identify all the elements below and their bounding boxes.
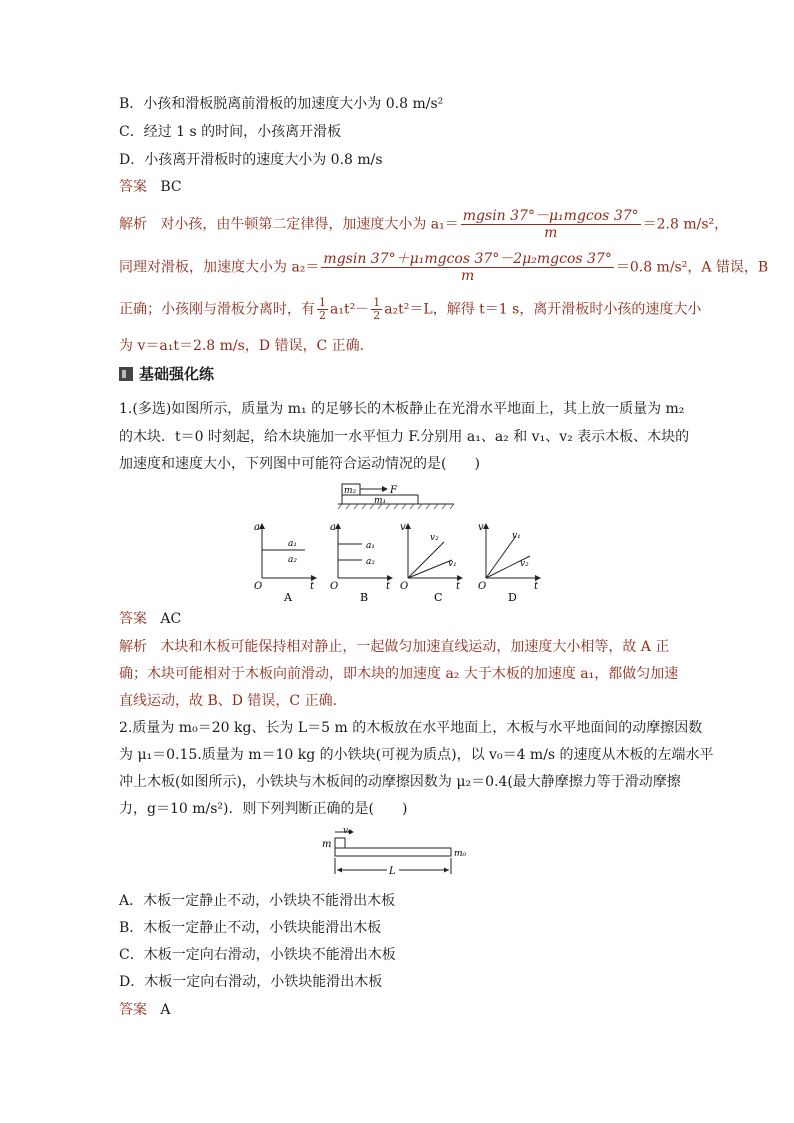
solution-2-line-1 xyxy=(119,638,669,656)
answer-value: BC xyxy=(160,179,182,195)
q2-option-c: C．木板一定向右滑动，小铁块不能滑出木板 xyxy=(119,947,396,963)
answer-label: 答案 xyxy=(119,611,147,627)
label-m1: m₁ xyxy=(374,496,387,506)
q1-graphs xyxy=(250,518,550,603)
ground-hatch xyxy=(338,504,454,509)
answer-label: 答案 xyxy=(119,1002,147,1018)
sol1-l2-post: ＝0.8 m/s²，A 错误，B xyxy=(615,259,769,276)
sol1-l3-post: a₂t²＝L，解得 t＝1 s，离开滑板时小孩的速度大小 xyxy=(384,301,702,318)
sol1-l1-post: ＝2.8 m/s²， xyxy=(642,216,729,233)
solution-1-line-3 xyxy=(119,297,701,322)
y-axis-label: a xyxy=(330,522,336,533)
y-axis-label: v xyxy=(400,522,406,533)
line-label-2: v₂ xyxy=(520,559,529,569)
x-axis-label: t xyxy=(456,581,461,592)
q1-line-3: 加速度和速度大小，下列图中可能符合运动情况的是( ) xyxy=(119,456,480,472)
y-axis-label: v xyxy=(478,522,484,533)
fraction xyxy=(461,208,641,241)
q2-board-figure xyxy=(315,826,480,878)
solution-label: 解析 xyxy=(119,639,147,655)
section-marker-icon xyxy=(119,367,133,381)
solution-label: 解析 xyxy=(119,216,147,233)
frac-numerator: mgsin 37°＋μ₁mgcos 37°－2μ₂mgcos 37° xyxy=(323,251,612,267)
line-label-2: v₁ xyxy=(448,559,457,569)
fraction xyxy=(321,251,613,284)
answer-value: AC xyxy=(160,611,182,627)
option-b: B．小孩和滑板脱离前滑板的加速度大小为 0.8 m/s² xyxy=(119,96,444,112)
y-axis-label: a xyxy=(254,522,260,533)
x-axis-label: t xyxy=(386,581,391,592)
option-c: C．经过 1 s 的时间，小孩离开滑板 xyxy=(119,124,342,140)
fraction-half xyxy=(371,297,382,322)
line-label-1: a₁ xyxy=(366,541,375,551)
q2-option-b: B．木板一定静止不动，小铁块能滑出木板 xyxy=(119,920,382,936)
line-label-2: a₂ xyxy=(288,555,297,565)
answer-label: 答案 xyxy=(119,179,147,195)
q2-line-4: 力，g＝10 m/s²)．则下列判断正确的是( ) xyxy=(119,801,408,817)
section-heading xyxy=(119,363,214,384)
origin-label: O xyxy=(478,581,487,592)
answer-value: A xyxy=(160,1002,171,1018)
label-m: m xyxy=(322,839,332,850)
q2-option-d: D．木板一定向右滑动，小铁块能滑出木板 xyxy=(119,974,383,990)
origin-label: O xyxy=(400,581,409,592)
graph-caption: A xyxy=(284,591,292,603)
q1-line-1: 1.(多选)如图所示，质量为 m₁ 的足够长的木板静止在光滑水平地面上，其上放一质量为 m₂ xyxy=(119,401,685,417)
line-label-1: a₁ xyxy=(288,539,297,549)
sol2-l1: 木块和木板可能保持相对静止，一起做匀加速直线运动，加速度大小相等，故 A 正 xyxy=(160,639,670,655)
graph-d xyxy=(478,522,540,603)
graph-caption: D xyxy=(508,591,517,603)
frac-denominator: m xyxy=(544,225,558,241)
answer-2 xyxy=(119,610,181,628)
sol1-l2-pre: 同理对滑板，加速度大小为 a₂＝ xyxy=(119,259,320,276)
q1-block-figure xyxy=(330,478,460,514)
frac-denominator: m xyxy=(460,268,475,284)
origin-label: O xyxy=(254,581,263,592)
sol1-l3-pre: 正确；小孩刚与滑板分离时，有 xyxy=(119,301,315,318)
x-axis-label: t xyxy=(534,581,539,592)
label-m2: m₂ xyxy=(344,486,357,496)
option-d: D．小孩离开滑板时的速度大小为 0.8 m/s xyxy=(119,152,383,168)
q2-line-3: 冲上木板(如图所示)，小铁块与木板间的动摩擦因数为 μ₂＝0.4(最大静摩擦力等于滑动摩擦 xyxy=(119,774,681,790)
section-title: 基础强化练 xyxy=(139,365,215,383)
solution-2-line-2: 确；木块可能相对于木板向前滑动，即木块的加速度 a₂ 大于木板的加速度 a₁，都做匀加速 xyxy=(119,666,679,682)
label-F: F xyxy=(390,485,397,496)
frac-numerator: 1 xyxy=(319,296,326,309)
solution-1-line-2 xyxy=(119,251,768,284)
x-axis-label: t xyxy=(310,581,315,592)
graph-c xyxy=(400,522,462,603)
graph-a xyxy=(254,522,316,603)
solution-2-line-3: 直线运动，故 B、D 错误，C 正确． xyxy=(119,693,347,709)
q2-line-1: 2.质量为 m₀＝20 kg、长为 L＝5 m 的木板放在水平地面上，木板与水平地面间的动摩擦因数 xyxy=(119,720,703,736)
solution-1-line-4: 为 v＝a₁t＝2.8 m/s，D 错误，C 正确． xyxy=(119,338,374,354)
line-label-1: v₂ xyxy=(430,533,439,543)
line-label-2: a₂ xyxy=(366,557,375,567)
sol1-l3-mid: a₁t²－ xyxy=(330,301,370,318)
fraction-half xyxy=(317,297,328,322)
label-v0: v₀ xyxy=(343,826,352,836)
q2-line-2: 为 μ₁＝0.15.质量为 m＝10 kg 的小铁块(可视为质点)，以 v₀＝4 m/s 的速度从木板的左端水平 xyxy=(119,747,714,763)
label-m0: m₀ xyxy=(454,849,467,859)
label-L: L xyxy=(389,866,396,877)
frac-denominator: 2 xyxy=(373,309,381,322)
graph-caption: B xyxy=(360,591,369,603)
answer-3 xyxy=(119,1001,170,1019)
frac-numerator: mgsin 37°－μ₁mgcos 37° xyxy=(462,208,639,224)
frac-denominator: 2 xyxy=(319,309,326,322)
graph-b xyxy=(330,522,392,603)
sol1-l1-pre: 对小孩，由牛顿第二定律得，加速度大小为 a₁＝ xyxy=(160,216,459,233)
line-label-1: v₁ xyxy=(512,531,521,541)
frac-numerator: 1 xyxy=(373,296,381,309)
answer-1 xyxy=(119,178,182,196)
graph-caption: C xyxy=(434,591,443,603)
q1-line-2: 的木块．t＝0 时刻起，给木块施加一水平恒力 F.分别用 a₁、a₂ 和 v₁、v₂ 表示木板、木块的 xyxy=(119,429,690,445)
solution-1-line-1 xyxy=(119,208,728,241)
origin-label: O xyxy=(330,581,339,592)
q2-option-a: A．木板一定静止不动，小铁块不能滑出木板 xyxy=(119,893,396,909)
